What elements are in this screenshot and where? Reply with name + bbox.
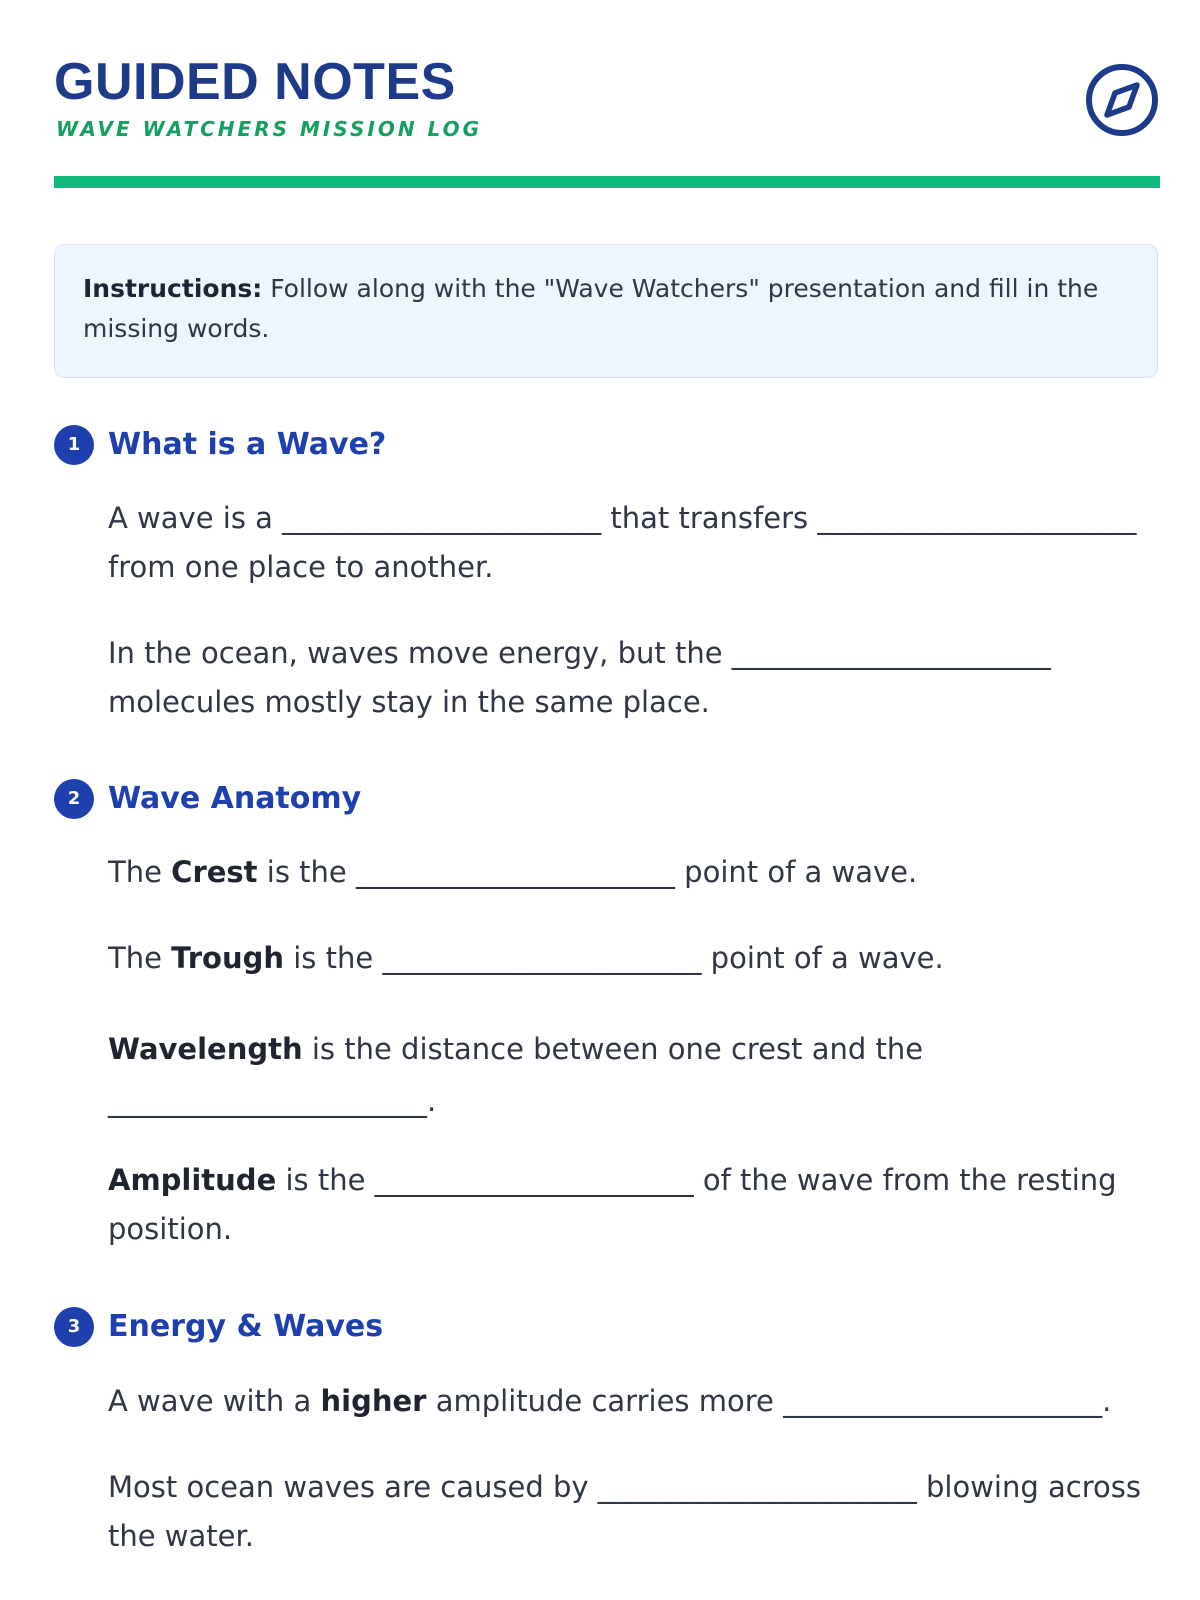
note-trough [108, 934, 1168, 983]
key-term: higher [320, 1384, 427, 1418]
instructions-box [54, 244, 1158, 378]
section-1-title: What is a Wave? [108, 427, 387, 462]
fill-in-blank[interactable]: ______________________ [374, 1163, 694, 1197]
section-2-number: 2 [54, 779, 94, 819]
compass-icon [1084, 62, 1160, 138]
fill-in-blank[interactable]: ______________________ [382, 941, 702, 975]
fill-in-blank[interactable]: ______________________ [783, 1384, 1103, 1418]
note-crest [108, 848, 1168, 897]
note-amplitude [108, 1156, 1168, 1254]
note-text: of the wave from the resting position. [108, 1163, 1117, 1246]
key-term: Trough [171, 941, 285, 975]
note-text: The [108, 855, 172, 889]
note-text: point of a wave. [701, 941, 944, 975]
worksheet-page [54, 0, 1160, 1600]
key-term: Wavelength [108, 1032, 303, 1066]
header-divider [54, 176, 1160, 188]
page-subtitle: WAVE WATCHERS MISSION LOG [56, 117, 483, 141]
note-wind-cause [108, 1463, 1168, 1561]
page-title: GUIDED NOTES [54, 53, 456, 111]
fill-in-blank[interactable]: ______________________ [731, 636, 1051, 670]
note-text: molecules mostly stay in the same place. [108, 685, 710, 719]
note-text: blowing across the water. [108, 1470, 1141, 1553]
note-text: In the ocean, waves move energy, but the [108, 636, 732, 670]
note-text: A wave is a [108, 501, 283, 535]
note-text: A wave with a [108, 1384, 321, 1418]
key-term: Amplitude [108, 1163, 277, 1197]
note-text: is the [284, 941, 383, 975]
note-text: is the distance between one crest and the [302, 1032, 924, 1066]
fill-in-blank[interactable]: ______________________ [108, 1084, 427, 1118]
note-text: point of a wave. [674, 855, 918, 889]
note-text: . [1102, 1384, 1112, 1418]
fill-in-blank[interactable]: ______________________ [282, 501, 602, 535]
fill-in-blank[interactable]: ______________________ [597, 1470, 917, 1504]
fill-in-blank[interactable]: ______________________ [355, 855, 675, 889]
note-text: from one place to another. [108, 550, 494, 584]
note-text: The [108, 941, 172, 975]
note-wavelength [108, 1023, 1168, 1127]
note-amplitude-energy [108, 1377, 1168, 1426]
section-3-number: 3 [54, 1307, 94, 1347]
instructions-text: Follow along with the "Wave Watchers" presentation and fill in the missing words. [83, 274, 1099, 343]
note-text: Most ocean waves are caused by [108, 1470, 598, 1504]
note-text: is the [257, 855, 356, 889]
section-2-title: Wave Anatomy [108, 781, 362, 816]
fill-in-blank[interactable]: ______________________ [817, 501, 1137, 535]
note-water-molecules [108, 629, 1168, 727]
note-text: amplitude carries more [426, 1384, 784, 1418]
key-term: Crest [171, 855, 258, 889]
note-text: that transfers [601, 501, 818, 535]
page-header [54, 52, 1160, 152]
instructions-label: Instructions: [83, 274, 263, 303]
section-3-title: Energy & Waves [108, 1309, 384, 1344]
note-text: . [427, 1084, 437, 1118]
section-1-number: 1 [54, 425, 94, 465]
note-wave-definition [108, 494, 1168, 592]
note-text: is the [276, 1163, 375, 1197]
